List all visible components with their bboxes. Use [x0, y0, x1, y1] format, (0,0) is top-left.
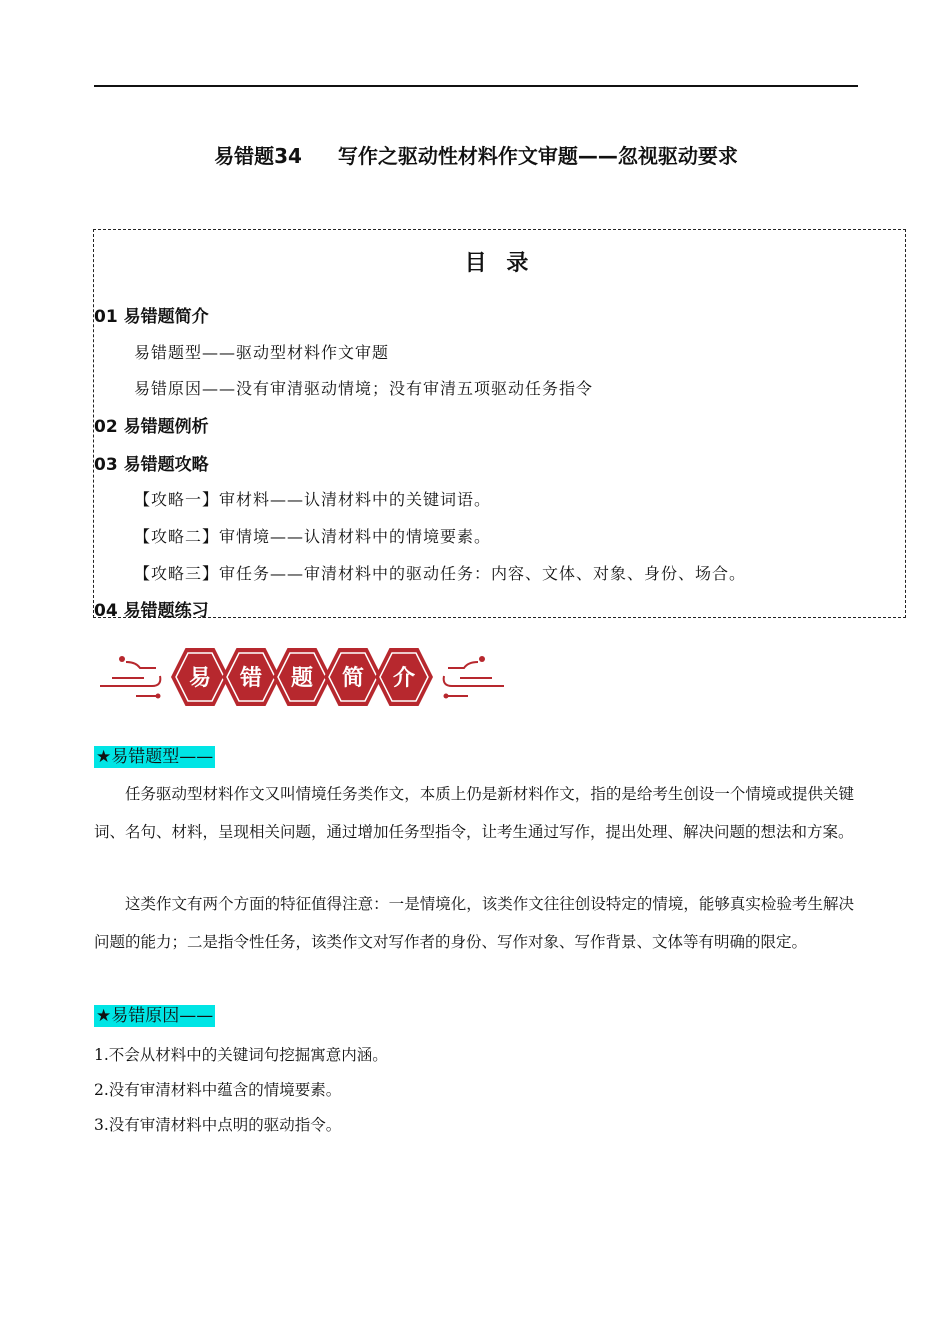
- toc-sub-1-2: 易错原因——没有审清驱动情境；没有审清五项驱动任务指令: [134, 379, 594, 398]
- right-dot-ornament: [479, 656, 485, 662]
- paragraph-1: 任务驱动型材料作文又叫情境任务类作文，本质上仍是新材料作文，指的是给考生创设一个情境或提供关键词、名句、材料，呈现相关问题，通过增加任务型指令，让考生通过写作，提出处理、解决问题的想法和方案。: [94, 785, 854, 841]
- section-banner: [96, 644, 508, 710]
- toc-sub-3-2: 【攻略二】审情境——认清材料中的情境要素。: [134, 527, 492, 546]
- left-cloud-ornament: [100, 662, 160, 696]
- banner-char: 简: [341, 666, 365, 691]
- title-number: 易错题34: [214, 144, 302, 168]
- toc-sub-1-1: 易错题型——驱动型材料作文审题: [134, 343, 390, 362]
- toc-section-2: 02 易错题例析: [94, 417, 209, 437]
- toc-sub-3-1: 【攻略一】审材料——认清材料中的关键词语。: [134, 490, 492, 509]
- document-title: [94, 140, 858, 169]
- banner-char: 错: [239, 666, 263, 691]
- title-text: 写作之驱动性材料作文审题——忽视驱动要求: [337, 144, 738, 168]
- toc-sub-3-3: 【攻略三】审任务——审清材料中的驱动任务：内容、文体、对象、身份、场合。: [134, 564, 747, 583]
- reason-item-3: 3.没有审清材料中点明的驱动指令。: [94, 1116, 342, 1134]
- right-cloud-ornament: [444, 662, 504, 696]
- toc-section-1: 01 易错题简介: [94, 307, 209, 327]
- reason-item-2: 2.没有审清材料中蕴含的情境要素。: [94, 1081, 342, 1099]
- left-dot-ornament: [119, 656, 125, 662]
- section-label-type: ★易错题型——: [96, 747, 214, 767]
- top-rule: [94, 85, 858, 87]
- toc-heading: 目 录: [464, 251, 535, 276]
- banner-char: 易: [188, 666, 212, 691]
- section-label-reason: ★易错原因——: [96, 1006, 214, 1026]
- paragraph-2: 这类作文有两个方面的特征值得注意：一是情境化，该类作文往往创设特定的情境，能够真实检验考生解决问题的能力；二是指令性任务，该类作文对写作者的身份、写作对象、写作背景、文体等有明确的限定。: [94, 895, 854, 951]
- toc-section-3: 03 易错题攻略: [94, 455, 209, 475]
- banner-char: 题: [290, 666, 314, 691]
- table-of-contents: [93, 229, 906, 621]
- reason-item-1: 1.不会从材料中的关键词句挖掘寓意内涵。: [94, 1046, 388, 1064]
- banner-char: 介: [392, 666, 416, 691]
- toc-section-4: 04 易错题练习: [94, 601, 209, 621]
